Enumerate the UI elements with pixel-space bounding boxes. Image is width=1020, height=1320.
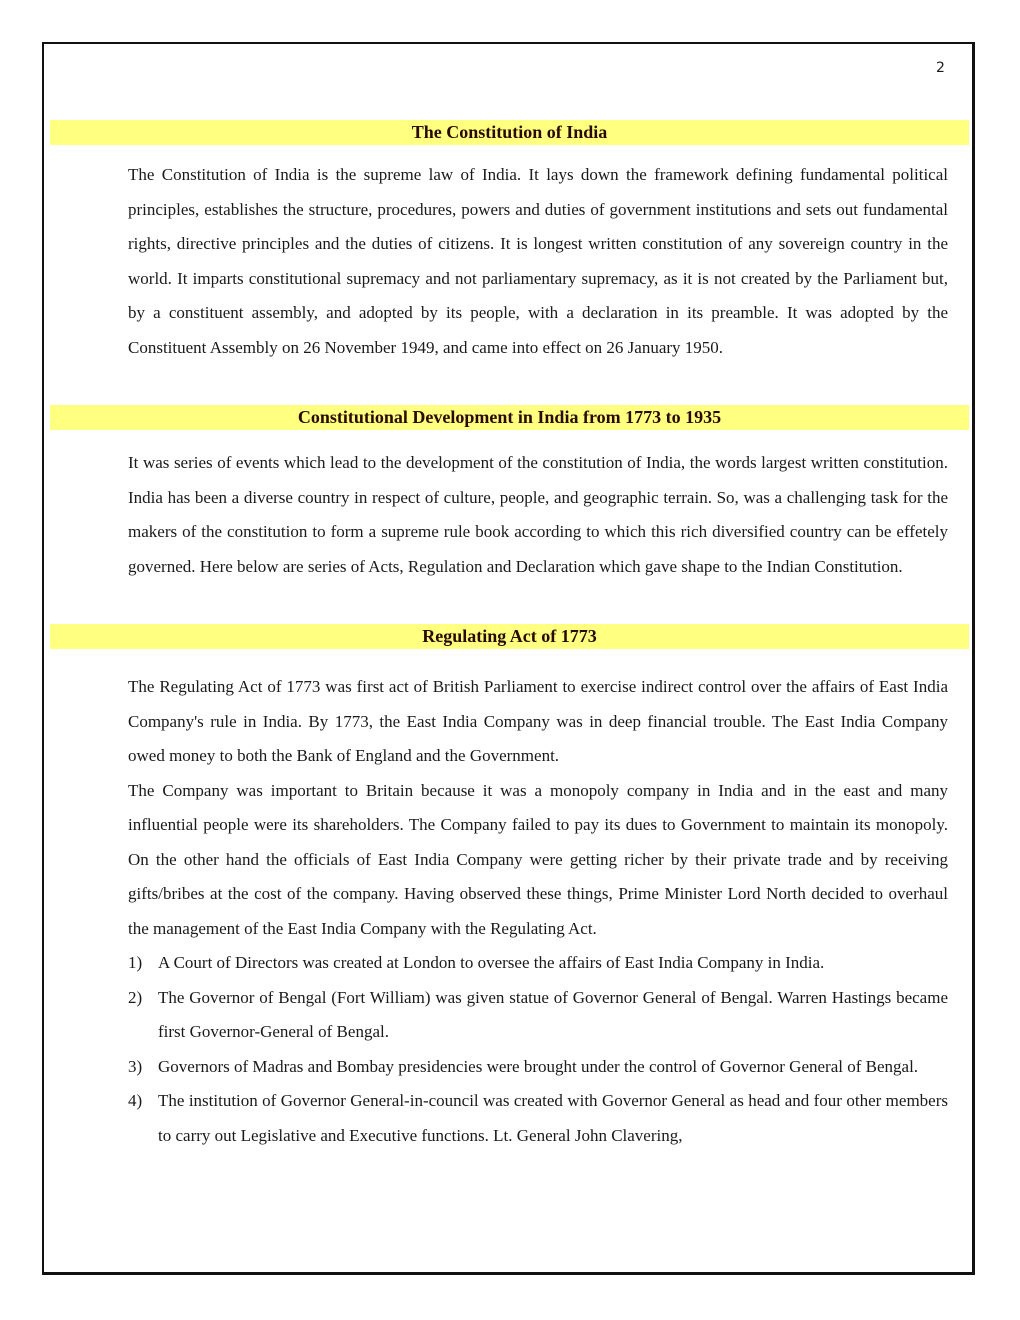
list-item xyxy=(128,946,948,981)
section-heading: Constitutional Development in India from 1773 to 1935 xyxy=(50,405,969,430)
paragraph: It was series of events which lead to the development of the constitution of India, the words largest written constitution. India has been a diverse country in respect of culture, people, and geographic terrain. So, was a challenging task for the makers of the constitution to form a supreme rule book according to which this rich diversified country can be effetely governed. Here below are series of Acts, Regulation and Declaration which gave shape to the Indian Constitution. xyxy=(128,453,948,576)
paragraph: The Company was important to Britain because it was a monopoly company in India and in the east and many influential people were its shareholders. The Company failed to pay its dues to Government to maintain its monopoly. On the other hand the officials of East India Company were getting richer by their private trade and by receiving gifts/bribes at the cost of the company. Having observed these things, Prime Minister Lord North decided to overhaul the management of the East India Company with the Regulating Act. xyxy=(128,780,948,938)
list-item xyxy=(128,981,948,1050)
paragraph: The Regulating Act of 1773 was first act of British Parliament to exercise indirect control over the affairs of East India Company's rule in India. By 1773, the East India Company was in deep financial trouble. The East India Company owed money to both the Bank of England and the Government. xyxy=(128,677,948,765)
section-heading: The Constitution of India xyxy=(50,120,969,145)
list-item xyxy=(128,1084,948,1153)
section-heading: Regulating Act of 1773 xyxy=(50,624,969,649)
list-number: 3) xyxy=(128,1056,143,1076)
page-number: 2 xyxy=(936,60,945,76)
section-body xyxy=(128,670,948,1153)
section-body xyxy=(128,446,948,584)
list-number: 2) xyxy=(128,987,143,1007)
list-text: The Governor of Bengal (Fort William) was given statue of Governor General of Bengal. Warren Hastings became first Governor-General of Bengal. xyxy=(158,987,948,1041)
paragraph: The Constitution of India is the supreme law of India. It lays down the framework defining fundamental political principles, establishes the structure, procedures, powers and duties of government institutions and sets out fundamental rights, directive principles and the duties of citizens. It is longest written constitution of any sovereign country in the world. It imparts constitutional supremacy and not parliamentary supremacy, as it is not created by the Parliament but, by a constituent assembly, and adopted by its people, with a declaration in its preamble. It was adopted by the Constituent Assembly on 26 November 1949, and came into effect on 26 January 1950. xyxy=(128,165,948,357)
list-item xyxy=(128,1050,948,1085)
list-number: 4) xyxy=(128,1091,143,1110)
section-body xyxy=(128,158,948,365)
list-text: Governors of Madras and Bombay presidencies were brought under the control of Governor General of Bengal. xyxy=(158,1056,919,1076)
list-number: 1) xyxy=(128,953,143,972)
list-text: A Court of Directors was created at London to oversee the affairs of East India Company in India. xyxy=(158,953,825,972)
list-text: The institution of Governor General-in-council was created with Governor General as head and four other members to carry out Legislative and Executive functions. Lt. General John Clavering, xyxy=(158,1091,948,1145)
